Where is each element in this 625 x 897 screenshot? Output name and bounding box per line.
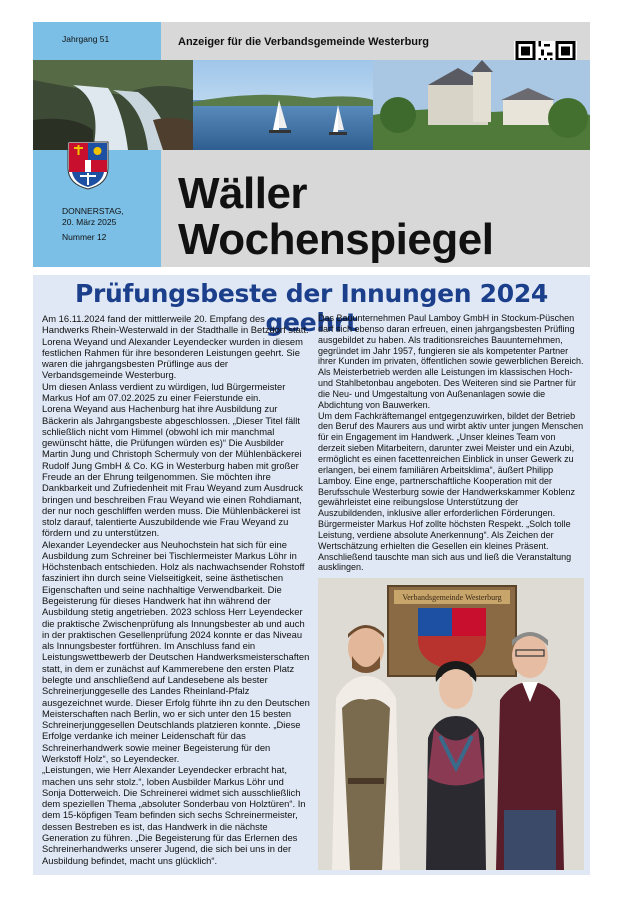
publisher-tagline: Anzeiger für die Verbandsgemeinde Westerburg (178, 36, 430, 48)
issue-date-value: 20. März 2025 (62, 217, 117, 227)
newspaper-title-line2: Wochenspiegel (178, 215, 494, 264)
article-column-right (318, 313, 584, 573)
article-column-left (42, 313, 310, 866)
coat-of-arms-icon (66, 140, 110, 190)
issue-date (62, 206, 152, 228)
issue-weekday: DONNERSTAG, (62, 206, 124, 216)
article-paragraph: Bürgermeister Markus Hof zollte höchsten Respekt. „Solch tolle Leistung, verdiene absolute Anerkennung“. Als Zeichen der Wertschätzung erhielten die Gesellen ein kleines Präsent. Anschließend tauschte man sich aus und ließ die Veranstaltung ausklingen. (318, 519, 572, 573)
article-paragraph: Das Bauunternehmen Paul Lamboy GmbH in Stockum-Püschen darf sich ebenso daran erfreuen, einen jahrgangsbesten Prüfling ausgebildet zu haben. Als traditionsreiches Bauunternehmen, gegründet im Jahr 1957, fungieren sie als kompetenter Partner ihrer Kunden im privaten, öffentlichen sowie gewerblichen Bereich. (318, 313, 584, 367)
article-paragraph: Um diesen Anlass verdient zu würdigen, lud Bürgermeister Markus Hof am 07.02.2025 zu einer Feierstunde ein. (42, 380, 286, 403)
article-paragraph: Alexander Leyendecker aus Neuhochstein hat sich für eine Ausbildung zum Schreiner bei Tischlermeister Markus Löhr in Höchstenbach entschieden. Holz als nachwachsender Rohstoff fasziniert ihn durch seine Vielseitigkeit, seine ästhetischen Eigenschaften und seine nachhaltige Verwendbarkeit. Die Begeisterung für dieses Handwerk hat ihn während der Ausbildung stetig angetrieben. 2023 schloss Herr Leyendecker die praktische Zwischenprüfung als Innungsbester ab und auch in der praktischen Gesellenprüfung 2024 konnte er das Niveau als Innungsbester fortführen. Im Anschluss fand ein Leistungswettbewerb der Deutschen Handwerksmeisterschaften statt, in dem er zunächst auf Kammerebene den ersten Platz belegte und anschließend auf Landesebene als bester Schreinerjunggeselle des Landes Rheinland-Pfalz ausgezeichnet wurde. Dieser Erfolg führte ihn zu den Deutschen Meisterschaften nach Berlin, wo er sich unter den 15 besten Schreinerjunggesellen Deutschlands platzieren konnte. „Diese Erfolge verdanke ich meiner Leidenschaft für das Schreinerhandwerk sowie meiner Begeisterung für den Werkstoff Holz“, so Leyendecker. (42, 538, 310, 764)
article-paragraph: Lorena Weyand und Alexander Leyendecker wurden in diesem festlichen Rahmen für ihre besonderen Leistungen geehrt. Sie waren die jahrgangsbesten Prüflinge aus der Verbandsgemeinde Westerburg. (42, 335, 303, 381)
group-photo (318, 578, 584, 870)
article-paragraph: Am 16.11.2024 fand der mittlerweile 20. Empfang des Handwerks Rhein-Westerwald in der Stadthalle in Betzdorf statt. (42, 313, 309, 336)
article-headline: Prüfungsbeste der Innungen 2024 geehrt (74, 279, 549, 337)
newspaper-title-line1: Wäller (178, 169, 308, 218)
landscape-photo-strip (33, 60, 590, 150)
article-paragraph: Lorena Weyand aus Hachenburg hat ihre Ausbildung zur Bäckerin als Jahrgangsbeste abgeschlossen. „Dieser Titel fällt schließlich nicht vom Himmel (obwohl ich mir manchmal gewünscht hätte, die Prüfungen würden es)“ Die Ausbilder Martin Jung und Christoph Schermuly von der Mühlenbäckerei Rudolf Jung GmbH & Co. KG in Westerburg haben mit großer Freude an der Ehrung teilgenommen. Sie möchten ihre Dankbarkeit und Zufriedenheit mit Frau Weyand zum Ausdruck bringen und beschreiben Frau Weyand wie einen Rohdiamant, der nur noch geschliffen werden muss. Die Mühlenbäckerei ist stolz darauf, talentierte Auszubildende wie Frau Weyand zu fördern und zu unterstützen. (42, 403, 303, 539)
volume-label: Jahrgang 51 (62, 34, 110, 44)
article-paragraph: „Leistungen, wie Herr Alexander Leyendecker erbracht hat, machen uns sehr stolz.“, loben Ausbilder Markus Löhr und Sonja Dotterweich. Die Schreinerei widmet sich ausschließlich dem speziellen Thema „absoluter Sonderbau von Holztüren“. In dem 15-köpfigen Team befinden sich sechs Schreinermeister, dessen Bestreben es ist, das Handwerk in die nächste Generation zu führen. „Die Begeisterung für das Erlernen des Schreinerhandwerks unserer Jugend, die sich bei uns in der Ausbildung befindet, macht uns glücklich“. (42, 764, 306, 866)
issue-number: Nummer 12 (62, 232, 107, 242)
plaque-text: Verbandsgemeinde Westerburg (402, 593, 502, 602)
article-paragraph: Um dem Fachkräftemangel entgegenzuwirken, bildet der Betrieb den Beruf des Maurers aus und wirbt aktiv unter jungen Menschen für ein Engagement im Handwerk. „Unser kleines Team von derzeit sieben Mitarbeitern, darunter zwei Meister und ein Azubi, ermöglicht es einen facettenreichen Einblick in unser Gewerk zu erlangen, bei einem familiären Arbeitsklima“, äußert Philipp Lamboy. Eine enge, partnerschaftliche Kooperation mit der Berufsschule Westerburg sowie der Handwerkskammer Koblenz gewährleistet eine reibungslose Unterstützung der Auszubildenden, inklusive aller erforderlichen Förderungen. (318, 410, 584, 519)
article-paragraph: Als Meisterbetrieb werden alle Leistungen im klassischen Hoch- und Stahlbetonbau angeboten. Des Weiteren sind sie Partner für die Neu- und Umgestaltung von Außenanlagen sowie die Abdichtung von Bauwerken. (318, 367, 577, 410)
